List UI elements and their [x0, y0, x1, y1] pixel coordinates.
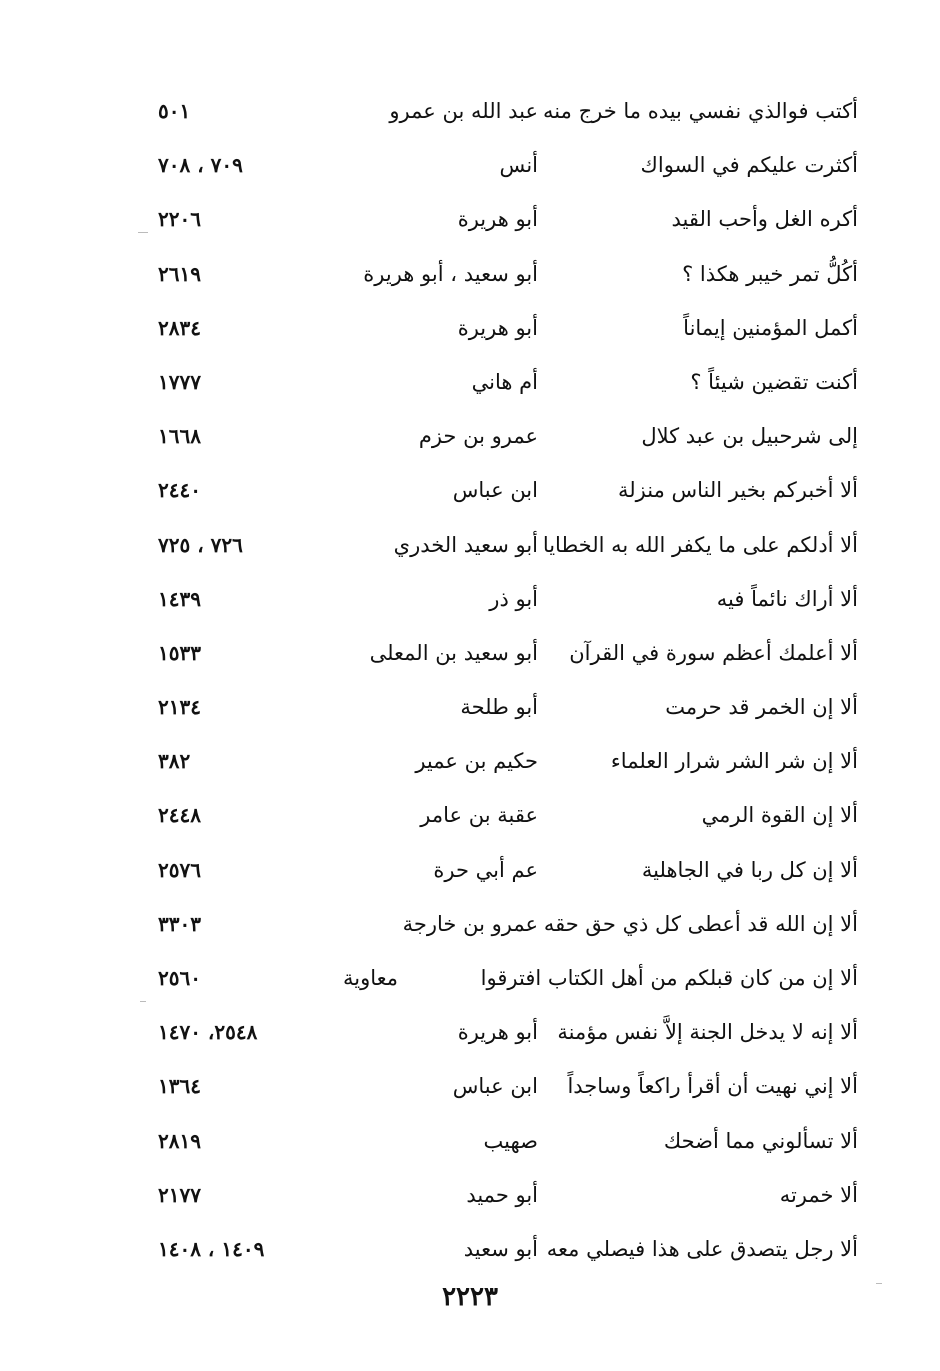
narrator: عمرو بن حزم	[418, 424, 538, 449]
table-row	[0, 138, 940, 192]
hadith-text: ألا تسألوني مما أضحك	[663, 1128, 858, 1153]
hadith-text: أكره الغل وأحب القيد	[671, 207, 858, 232]
table-row	[0, 1005, 940, 1059]
hadith-text: ألا إن كل ربا في الجاهلية	[641, 857, 858, 882]
table-row	[0, 301, 940, 355]
reference-number: ١٦٦٨	[158, 424, 201, 449]
reference-number: ٢١٣٤	[158, 695, 201, 720]
table-row	[0, 84, 940, 138]
narrator: أبو سعيد بن المعلى	[369, 640, 538, 665]
narrator: صهيب	[483, 1128, 538, 1153]
narrator: ابن عباس	[452, 478, 538, 503]
reference-number: ٢٥٤٨، ١٤٧٠	[158, 1020, 258, 1045]
table-row	[0, 788, 940, 842]
table-row	[0, 572, 940, 626]
table-row	[0, 518, 940, 572]
narrator: أبو هريرة	[457, 1020, 538, 1045]
narrator: حكيم بن عمير	[415, 749, 538, 774]
page-number: ٢٢٢٣	[442, 1282, 498, 1312]
hadith-text: ألا أعلمك أعظم سورة في القرآن	[569, 640, 858, 665]
hadith-text: ألا أخبركم بخير الناس منزلة	[618, 478, 858, 503]
table-row	[0, 1222, 940, 1276]
hadith-text: ألا رجل يتصدق على هذا فيصلي معه	[546, 1236, 858, 1261]
narrator: عقبة بن عامر	[420, 803, 538, 828]
table-row	[0, 626, 940, 680]
reference-number: ١٤٠٩ ، ١٤٠٨	[158, 1236, 265, 1261]
table-row	[0, 1059, 940, 1113]
narrator: أنس	[499, 153, 538, 178]
reference-number: ٢٨٣٤	[158, 315, 201, 340]
hadith-text: ألا إن شر الشر شرار العلماء	[610, 749, 858, 774]
hadith-text: أكُلُّ تمر خيبر هكذا ؟	[682, 261, 858, 286]
hadith-text: ألا إن القوة الرمي	[701, 803, 858, 828]
reference-number: ٢٤٤٠	[158, 478, 201, 503]
reference-number: ٥٠١	[158, 99, 191, 123]
hadith-text: أكتب فوالذي نفسي بيده ما خرج منه	[543, 99, 858, 123]
narrator: أبو طلحة	[460, 695, 538, 720]
hadith-text: ألا أراك نائماً فيه	[716, 586, 858, 611]
narrator: معاوية	[342, 966, 398, 990]
narrator: أبو ذر	[489, 586, 538, 611]
narrator: أبو حميد	[466, 1182, 538, 1207]
reference-number: ٧٠٩ ، ٧٠٨	[158, 153, 243, 178]
table-row	[0, 1114, 940, 1168]
table-row	[0, 247, 940, 301]
reference-number: ٢٢٠٦	[158, 207, 201, 232]
table-row	[0, 1168, 940, 1222]
table-row	[0, 192, 940, 246]
narrator: عبد الله بن عمرو	[389, 99, 538, 123]
reference-number: ٣٣٠٣	[158, 911, 201, 936]
hadith-text: أكثرت عليكم في السواك	[640, 153, 858, 178]
reference-number: ٢٥٧٦	[158, 857, 201, 882]
reference-number: ٢٤٤٨	[158, 803, 201, 828]
narrator: أبو هريرة	[457, 315, 538, 340]
hadith-text: ألا إن من كان قبلكم من أهل الكتاب افترقوا	[480, 966, 858, 990]
reference-number: ١٤٣٩	[158, 586, 201, 611]
table-row	[0, 951, 940, 1005]
reference-number: ٣٨٢	[158, 749, 191, 774]
narrator: أبو سعيد	[463, 1236, 538, 1261]
reference-number: ٧٢٦ ، ٧٢٥	[158, 532, 243, 557]
hadith-text: ألا إنه لا يدخل الجنة إلاَّ نفس مؤمنة	[557, 1020, 858, 1045]
table-row	[0, 680, 940, 734]
reference-number: ٢٨١٩	[158, 1128, 201, 1153]
table-row	[0, 463, 940, 517]
table-row	[0, 897, 940, 951]
hadith-text: ألا إني نهيت أن أقرأ راكعاً وساجداً	[567, 1074, 858, 1099]
narrator: أبو سعيد الخدري	[393, 532, 538, 557]
reference-number: ١٣٦٤	[158, 1074, 201, 1099]
narrator: أم هاني	[471, 369, 538, 394]
table-row	[0, 409, 940, 463]
narrator: أبو هريرة	[457, 207, 538, 232]
narrator: أبو سعيد ، أبو هريرة	[363, 261, 538, 286]
hadith-text: إلى شرحبيل بن عبد كلال	[641, 424, 858, 449]
hadith-index	[0, 84, 940, 1276]
table-row	[0, 734, 940, 788]
reference-number: ٢٦١٩	[158, 261, 201, 286]
hadith-text: أكمل المؤمنين إيماناً	[683, 315, 858, 340]
hadith-text: ألا إن الله قد أعطى كل ذي حق حقه	[543, 911, 858, 936]
hadith-text: ألا إن الخمر قد حرمت	[665, 695, 858, 720]
reference-number: ٢٥٦٠	[158, 966, 201, 990]
narrator: عمرو بن خارجة	[402, 911, 538, 936]
reference-number: ٢١٧٧	[158, 1182, 201, 1207]
narrator: عم أبي حرة	[433, 857, 538, 882]
hadith-text: أكنت تقضين شيئاً ؟	[690, 369, 858, 394]
reference-number: ١٧٧٧	[158, 369, 201, 394]
table-row	[0, 843, 940, 897]
hadith-text: ألا أدلكم على ما يكفر الله به الخطايا	[542, 532, 858, 557]
reference-number: ١٥٣٣	[158, 640, 201, 665]
table-row	[0, 355, 940, 409]
narrator: ابن عباس	[452, 1074, 538, 1099]
hadith-text: ألا خمرته	[779, 1182, 858, 1207]
